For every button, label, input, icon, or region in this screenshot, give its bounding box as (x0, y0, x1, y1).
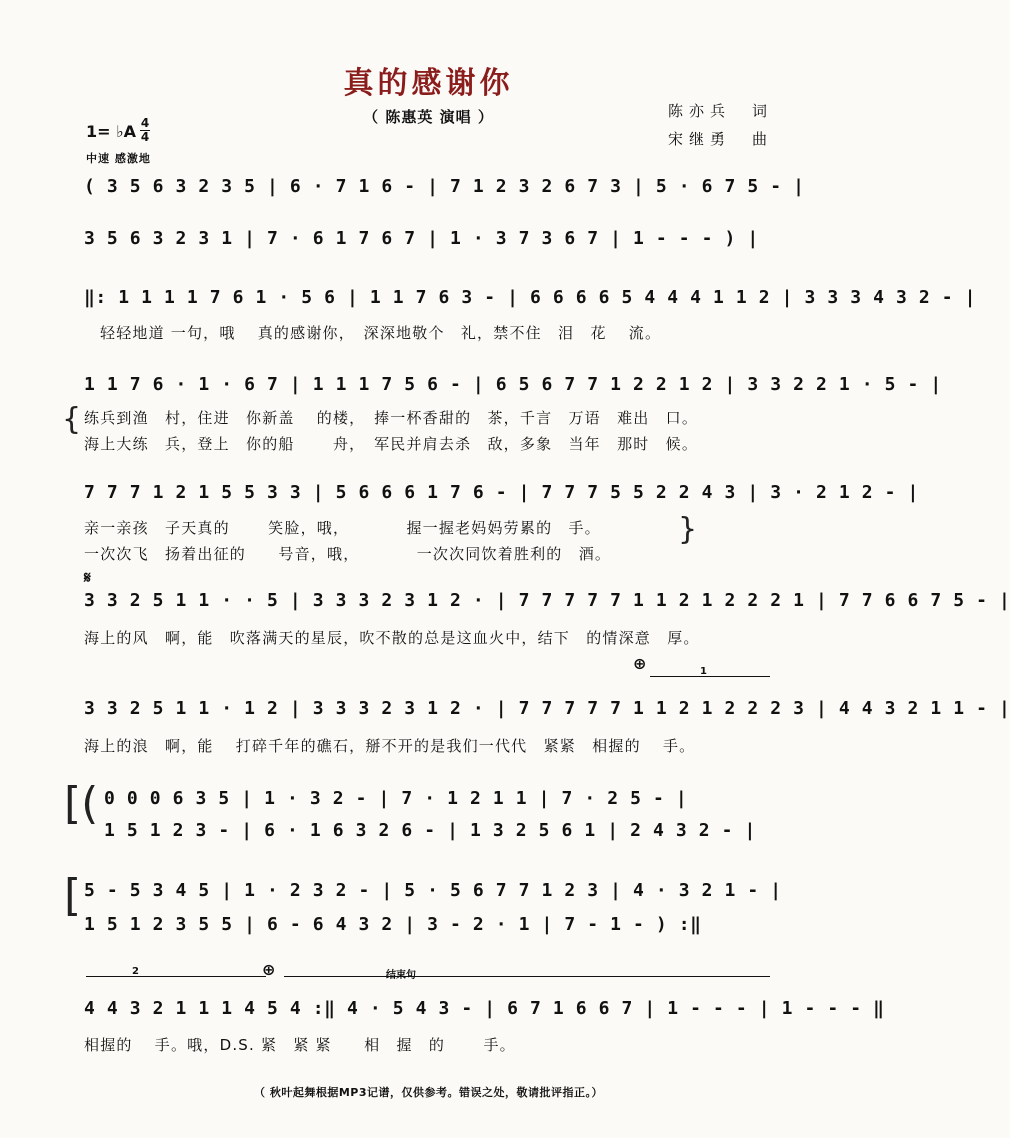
system-bracket-1: [( (64, 778, 99, 829)
ending-bracket (284, 976, 770, 977)
lyric-brace-4: { (62, 402, 82, 437)
score-line-6: 3 3 2 5 1 1 · · 5 | 3 3 3 2 3 1 2 · | 7 7 7 7 7 1 1 2 1 2 2 2 1 | 7 7 6 6 7 5 - | (84, 590, 1010, 611)
segno-mark: 𝄋 (84, 568, 91, 587)
lyric-line-12: 相握的 手。哦，D.S. 紧 紧 紧 相 握 的 手。 (84, 1036, 516, 1054)
lyric-line-5a: 亲一亲孩 子天真的 笑脸，哦， 握一握老妈妈劳累的 手。 (84, 519, 601, 537)
score-line-3: ‖: 1 1 1 1 7 6 1 · 5 6 | 1 1 7 6 3 - | 6 6 6 6 5 4 4 4 1 1 2 | 3 3 3 4 3 2 - | (84, 287, 977, 308)
lyric-line-3: 轻轻地道 一句，哦 真的感谢你， 深深地敬个 礼，禁不住 泪 花 流。 (100, 324, 662, 342)
time-signature-bottom: 4 (140, 130, 150, 144)
time-signature-top: 4 (140, 116, 150, 130)
lyric-line-4a: 练兵到渔 村，住进 你新盖 的楼， 捧一杯香甜的 茶，千言 万语 难出 口。 (84, 409, 699, 427)
score-line-9: 1 5 1 2 3 - | 6 · 1 6 3 2 6 - | 1 3 2 5 6 1 | 2 4 3 2 - | (104, 820, 756, 841)
volta-2-bracket (86, 976, 266, 977)
ending-label: 结束句 (386, 970, 416, 981)
singer-subtitle: （ 陈惠英 演唱 ） (363, 108, 494, 126)
volta-2-label: 2 (132, 966, 139, 977)
lyricist-credit: 陈亦兵 词 (668, 102, 774, 120)
lyric-line-7: 海上的浪 啊，能 打碎千年的礁石，掰不开的是我们一代代 紧紧 相握的 手。 (84, 737, 696, 755)
coda-mark-1: ⊕ (633, 654, 647, 673)
footer-note: （ 秋叶起舞根据MP3记谱，仅供参考。错误之处，敬请批评指正。） (254, 1086, 603, 1099)
composer-credit: 宋继勇 曲 (668, 130, 774, 148)
score-line-2: 3 5 6 3 2 3 1 | 7 · 6 1 7 6 7 | 1 · 3 7 3 6 7 | 1 - - - ) | (84, 228, 759, 249)
song-title: 真的感谢你 (343, 66, 514, 101)
coda-mark-2: ⊕ (262, 960, 276, 979)
score-line-12: 4 4 3 2 1 1 1 4 5 4 :‖ 4 · 5 4 3 - | 6 7 1 6 6 7 | 1 - - - | 1 - - - ‖ (84, 998, 885, 1019)
system-bracket-2: [ (64, 870, 82, 921)
volta-1-bracket (650, 676, 770, 677)
score-line-8: 0 0 0 6 3 5 | 1 · 3 2 - | 7 · 1 2 1 1 | 7 · 2 5 - | (104, 788, 688, 809)
score-line-10: 5 - 5 3 4 5 | 1 · 2 3 2 - | 5 · 5 6 7 7 1 2 3 | 4 · 3 2 1 - | (84, 880, 782, 901)
lyric-line-5b: 一次次飞 扬着出征的 号音，哦， 一次次同饮着胜利的 酒。 (84, 545, 612, 563)
volta-1-label: 1 (700, 666, 707, 677)
lyric-brace-5: } (678, 512, 698, 547)
score-line-7: 3 3 2 5 1 1 · 1 2 | 3 3 3 2 3 1 2 · | 7 7 7 7 7 1 1 2 1 2 2 2 3 | 4 4 3 2 1 1 - | (84, 698, 1010, 719)
score-line-1: ( 3 5 6 3 2 3 5 | 6 · 7 1 6 - | 7 1 2 3 2 6 7 3 | 5 · 6 7 5 - | (84, 176, 805, 197)
tempo-marking: 中速 感激地 (86, 152, 151, 165)
score-line-4: 1 1 7 6 · 1 · 6 7 | 1 1 1 7 5 6 - | 6 5 6 7 7 1 2 2 1 2 | 3 3 2 2 1 · 5 - | (84, 374, 942, 395)
score-line-11: 1 5 1 2 3 5 5 | 6 - 6 4 3 2 | 3 - 2 · 1 | 7 - 1 - ) :‖ (84, 914, 702, 935)
key-signature: 1= ♭A (86, 122, 137, 141)
lyric-line-4b: 海上大练 兵，登上 你的船 舟， 军民并肩去杀 敌，多象 当年 那时 候。 (84, 435, 699, 453)
score-line-5: 7 7 7 1 2 1 5 5 3 3 | 5 6 6 6 1 7 6 - | 7 7 7 5 5 2 2 4 3 | 3 · 2 1 2 - | (84, 482, 919, 503)
time-signature (140, 117, 150, 144)
lyric-line-6: 海上的风 啊，能 吹落满天的星辰，吹不散的总是这血火中，结下 的情深意 厚。 (84, 629, 700, 647)
